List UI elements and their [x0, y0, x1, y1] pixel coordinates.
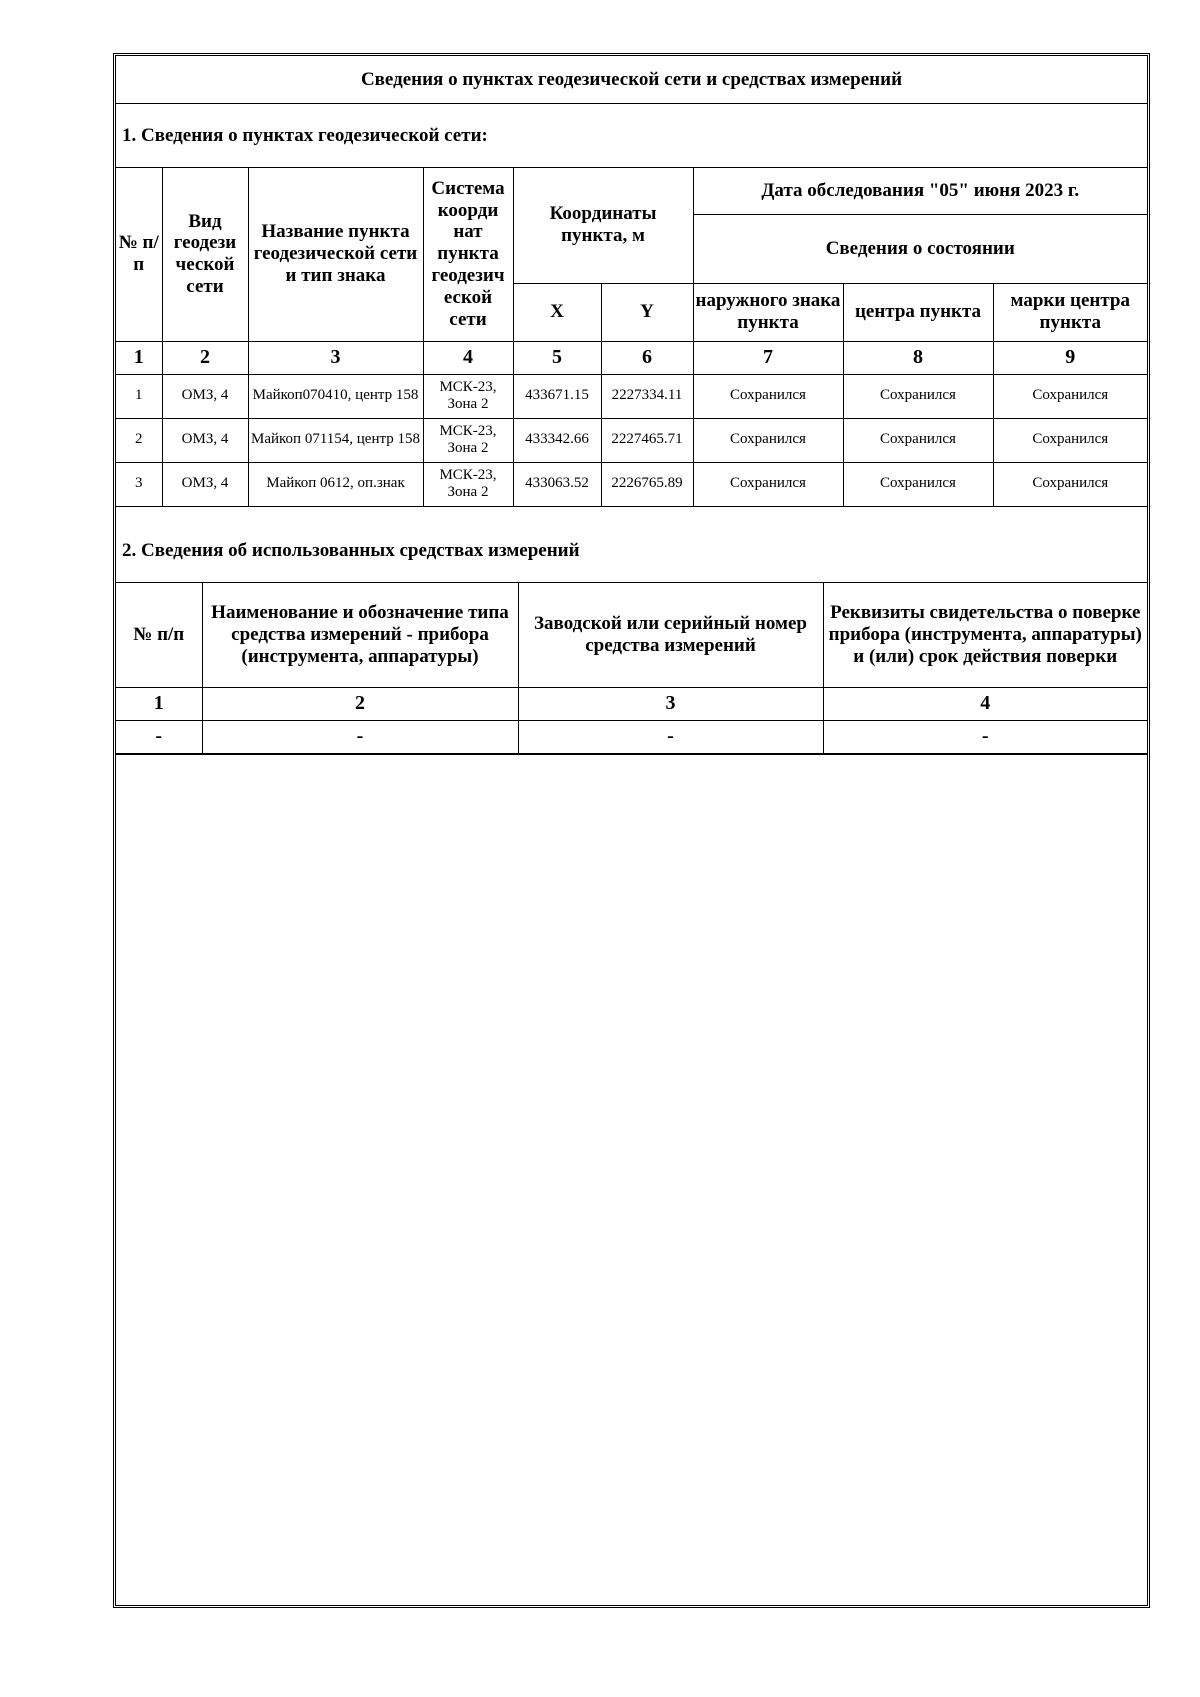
header-num: № п/п	[116, 583, 202, 687]
column-number: 5	[513, 341, 601, 374]
cell-x: 433063.52	[513, 462, 601, 506]
column-number: 9	[993, 341, 1147, 374]
header-network-type: Вид геодези ческой сети	[162, 168, 248, 341]
header-center: центра пункта	[843, 283, 993, 341]
cell-system: МСК-23, Зона 2	[423, 374, 513, 418]
table-row	[116, 462, 1147, 506]
page-title: Сведения о пунктах геодезической сети и средствах измерений	[116, 56, 1147, 104]
cell-mark: Сохранился	[993, 462, 1147, 506]
cell-y: 2227334.11	[601, 374, 693, 418]
column-number: 6	[601, 341, 693, 374]
cell-system: МСК-23, Зона 2	[423, 462, 513, 506]
column-number: 3	[248, 341, 423, 374]
cell-name: Майкоп 0612, оп.знак	[248, 462, 423, 506]
cell-num: 3	[116, 462, 162, 506]
cell-instrument-name: -	[202, 720, 518, 754]
cell-num: -	[116, 720, 202, 754]
cell-mark: Сохранился	[993, 374, 1147, 418]
document-frame	[113, 53, 1150, 1608]
cell-type: ОМЗ, 4	[162, 418, 248, 462]
column-number: 3	[518, 687, 823, 720]
cell-serial: -	[518, 720, 823, 754]
header-state: Сведения о состоянии	[693, 214, 1147, 283]
header-point-name: Название пункта геодезической сети и тип знака	[248, 168, 423, 341]
column-number: 7	[693, 341, 843, 374]
table-row	[116, 374, 1147, 418]
cell-type: ОМЗ, 4	[162, 374, 248, 418]
cell-y: 2226765.89	[601, 462, 693, 506]
cell-type: ОМЗ, 4	[162, 462, 248, 506]
column-number: 4	[423, 341, 513, 374]
header-center-mark: марки центра пункта	[993, 283, 1147, 341]
table-row	[116, 720, 1147, 754]
column-number: 4	[823, 687, 1147, 720]
cell-outer: Сохранился	[693, 374, 843, 418]
cell-mark: Сохранился	[993, 418, 1147, 462]
section1-title: 1. Сведения о пунктах геодезической сети:	[116, 104, 1147, 168]
cell-num: 1	[116, 374, 162, 418]
header-coord-system: Система коорди нат пункта геодезич еской сети	[423, 168, 513, 341]
header-num: № п/п	[116, 168, 162, 341]
column-number: 1	[116, 341, 162, 374]
cell-certificate: -	[823, 720, 1147, 754]
cell-outer: Сохранился	[693, 462, 843, 506]
cell-name: Майкоп 071154, центр 158	[248, 418, 423, 462]
measurement-instruments-table	[116, 583, 1147, 755]
header-x: X	[513, 283, 601, 341]
cell-system: МСК-23, Зона 2	[423, 418, 513, 462]
header-certificate: Реквизиты свидетельства о поверке прибора (инструмента, аппаратуры) и (или) срок действия поверки	[823, 583, 1147, 687]
section2-title: 2. Сведения об использованных средствах измерений	[116, 519, 1147, 583]
cell-x: 433671.15	[513, 374, 601, 418]
cell-num: 2	[116, 418, 162, 462]
header-survey-date: Дата обследования "05" июня 2023 г.	[693, 168, 1147, 214]
header-coordinates: Координаты пункта, м	[513, 168, 693, 283]
cell-y: 2227465.71	[601, 418, 693, 462]
column-number: 8	[843, 341, 993, 374]
header-serial-number: Заводской или серийный номер средства измерений	[518, 583, 823, 687]
cell-x: 433342.66	[513, 418, 601, 462]
table-row	[116, 418, 1147, 462]
cell-center: Сохранился	[843, 462, 993, 506]
cell-name: Майкоп070410, центр 158	[248, 374, 423, 418]
header-instrument-name: Наименование и обозначение типа средства измерений - прибора (инструмента, аппаратуры)	[202, 583, 518, 687]
cell-outer: Сохранился	[693, 418, 843, 462]
column-number: 2	[202, 687, 518, 720]
cell-center: Сохранился	[843, 418, 993, 462]
column-number: 1	[116, 687, 202, 720]
column-number: 2	[162, 341, 248, 374]
header-outer-sign: наружного знака пункта	[693, 283, 843, 341]
geodetic-points-table	[116, 168, 1147, 507]
cell-center: Сохранился	[843, 374, 993, 418]
header-y: Y	[601, 283, 693, 341]
